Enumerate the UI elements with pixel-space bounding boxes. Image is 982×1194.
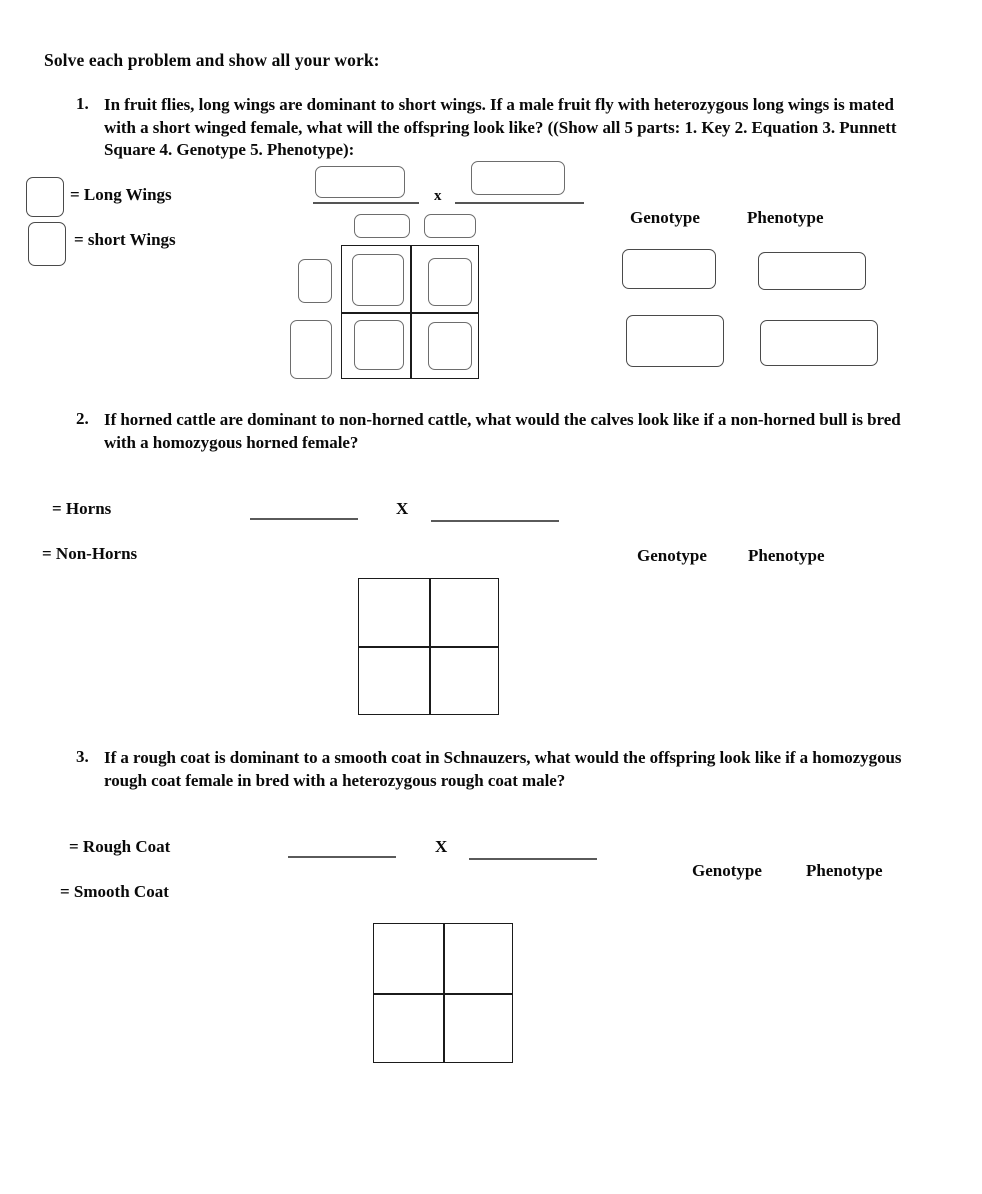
question-2-parent1-blank[interactable] (250, 518, 358, 520)
question-1-side-gamete-box-2[interactable] (290, 320, 332, 379)
question-3-cross-symbol: X (435, 837, 448, 856)
question-2-genotype-label: Genotype (637, 546, 707, 565)
question-1-genotype-answer-2[interactable] (626, 315, 724, 367)
question-2-number: 2. (76, 409, 89, 428)
question-2-phenotype-label: Phenotype (748, 546, 825, 565)
question-3-phenotype-label: Phenotype (806, 861, 883, 880)
question-2-key-label-dominant: = Horns (52, 499, 112, 518)
page-title: Solve each problem and show all your work: (44, 50, 380, 70)
question-1-phenotype-label: Phenotype (747, 208, 824, 227)
question-1-cross-symbol: x (434, 188, 442, 204)
question-2-punnett-square (358, 578, 499, 715)
question-3-punnett-square (373, 923, 513, 1063)
question-2-parent2-blank[interactable] (431, 520, 559, 522)
question-1-key-label-recessive: = short Wings (74, 230, 176, 249)
question-3-key-label-dominant: = Rough Coat (69, 837, 171, 856)
question-1-punnett-cell-3[interactable] (354, 320, 404, 370)
question-1-parent2-rule (455, 202, 584, 204)
punnett-horizontal-divider (374, 993, 512, 995)
question-3-number: 3. (76, 747, 89, 766)
question-1-punnett-cell-1[interactable] (352, 254, 404, 306)
question-1-parent1-box[interactable] (315, 166, 405, 198)
question-1-punnett-cell-2[interactable] (428, 258, 472, 306)
question-1-key-label-dominant: = Long Wings (70, 185, 172, 204)
question-3-key-label-recessive: = Smooth Coat (60, 882, 169, 901)
question-1-punnett-cell-4[interactable] (428, 322, 472, 370)
punnett-horizontal-divider (359, 646, 498, 648)
question-1-parent1-rule (313, 202, 419, 204)
question-3-genotype-label: Genotype (692, 861, 762, 880)
question-3-parent2-blank[interactable] (469, 858, 597, 860)
question-3-text: If a rough coat is dominant to a smooth coat in Schnauzers, what would the offspring look like if a homozygous rough coat female in bred with a heterozygous rough coat male? (104, 748, 902, 790)
question-2-cross-symbol: X (396, 499, 409, 518)
question-1-parent2-box[interactable] (471, 161, 565, 195)
question-1-genotype-label: Genotype (630, 208, 700, 227)
question-1-number: 1. (76, 94, 89, 113)
question-1-side-gamete-box-1[interactable] (298, 259, 332, 303)
punnett-horizontal-divider (342, 312, 478, 314)
question-1-key-box-dominant[interactable] (26, 177, 64, 217)
question-2-key-label-recessive: = Non-Horns (42, 544, 138, 563)
question-1-top-gamete-box-1[interactable] (354, 214, 410, 238)
question-1-genotype-answer-1[interactable] (622, 249, 716, 289)
question-3-parent1-blank[interactable] (288, 856, 396, 858)
question-2-text: If horned cattle are dominant to non-horned cattle, what would the calves look like if a non-horned bull is bred with a homozygous horned female? (104, 410, 901, 452)
question-1-text: In fruit flies, long wings are dominant to short wings. If a male fruit fly with heterozygous long wings is mated with a short winged female, what will the offspring look like? ((Show all 5 parts: 1. Key 2. Equation 3. Punnett Square 4. Genotype 5. Phenotype): (104, 95, 897, 159)
question-1-phenotype-answer-1[interactable] (758, 252, 866, 290)
question-1-phenotype-answer-2[interactable] (760, 320, 878, 366)
question-1-top-gamete-box-2[interactable] (424, 214, 476, 238)
question-1-key-box-recessive[interactable] (28, 222, 66, 266)
